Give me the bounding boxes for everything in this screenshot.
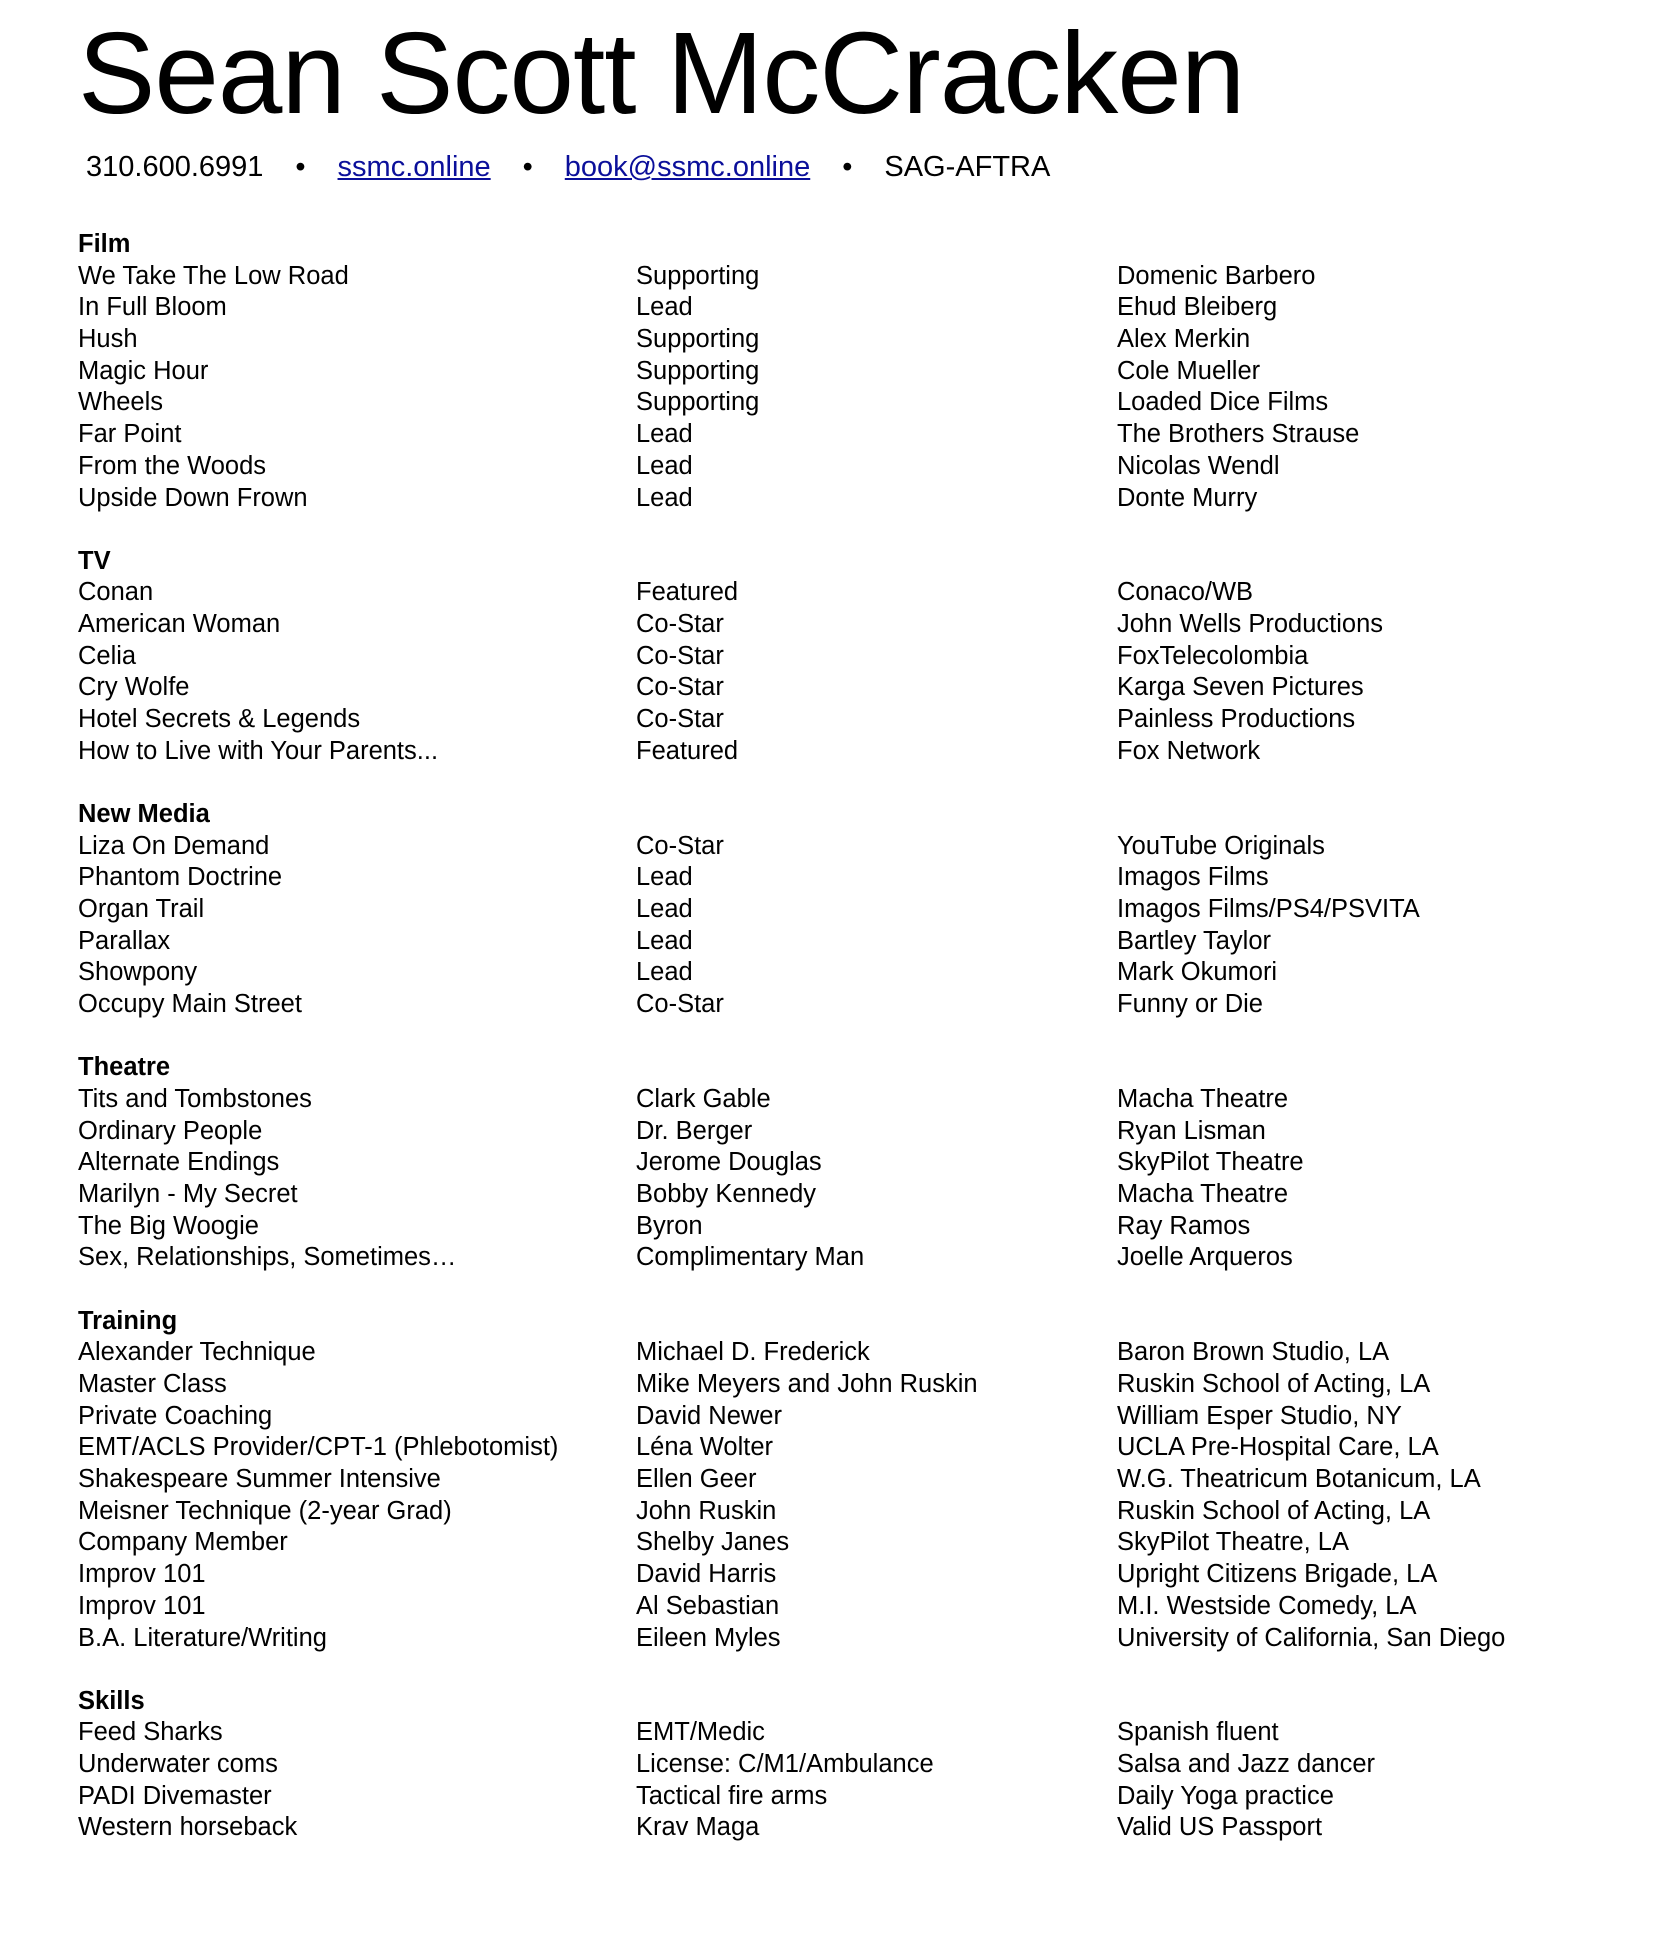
- credit-role: License: C/M1/Ambulance: [636, 1750, 934, 1779]
- credit-company: Cole Mueller: [1117, 356, 1261, 385]
- credit-title: We Take The Low Road: [78, 261, 349, 290]
- credit-row: [78, 1749, 1638, 1781]
- credit-title: Upside Down Frown: [78, 483, 308, 512]
- credit-row: [78, 1179, 1638, 1211]
- credit-row: [78, 1432, 1638, 1464]
- credit-company: Bartley Taylor: [1117, 926, 1272, 955]
- credit-title: Conan: [78, 578, 154, 607]
- credit-row: [78, 292, 1638, 324]
- credit-company: SkyPilot Theatre: [1117, 1148, 1304, 1177]
- credit-title: Improv 101: [78, 1560, 206, 1589]
- credit-row: [78, 831, 1638, 863]
- credit-row: [78, 736, 1638, 768]
- credit-company: Spanish fluent: [1117, 1718, 1279, 1747]
- credit-row: [78, 1242, 1638, 1274]
- credit-role: Lead: [636, 895, 693, 924]
- contact-line: [86, 153, 1638, 189]
- credit-role: Co-Star: [636, 705, 724, 734]
- credit-role: David Harris: [636, 1560, 777, 1589]
- credit-role: Ellen Geer: [636, 1465, 757, 1494]
- credit-role: Featured: [636, 736, 739, 765]
- credit-company: Donte Murry: [1117, 483, 1258, 512]
- credit-role: Krav Maga: [636, 1813, 760, 1842]
- credit-row: [78, 1623, 1638, 1655]
- credit-role: Mike Meyers and John Ruskin: [636, 1370, 978, 1398]
- credit-row: [78, 926, 1638, 958]
- credit-role: Jerome Douglas: [636, 1148, 822, 1177]
- credit-role: Supporting: [636, 356, 760, 385]
- credit-role: Supporting: [636, 325, 760, 354]
- credit-company: Loaded Dice Films: [1117, 388, 1329, 417]
- credit-title: Showpony: [78, 958, 198, 987]
- credit-company: University of California, San Diego: [1117, 1623, 1506, 1652]
- credit-role: Complimentary Man: [636, 1243, 865, 1272]
- credit-role: Featured: [636, 578, 739, 607]
- credit-row: [78, 957, 1638, 989]
- credit-title: Private Coaching: [78, 1401, 273, 1430]
- credit-company: Ruskin School of Acting, LA: [1117, 1370, 1431, 1398]
- credit-row: [78, 356, 1638, 388]
- credit-row: [78, 1812, 1638, 1844]
- credit-title: Improv 101: [78, 1591, 206, 1620]
- credit-row: [78, 862, 1638, 894]
- credit-row: [78, 1084, 1638, 1116]
- credit-company: Mark Okumori: [1117, 958, 1278, 987]
- credit-row: [78, 1116, 1638, 1148]
- credit-title: B.A. Literature/Writing: [78, 1623, 327, 1652]
- credit-row: [78, 387, 1638, 419]
- credit-role: Shelby Janes: [636, 1528, 790, 1557]
- section-title: Skills: [78, 1686, 145, 1715]
- credit-company: Domenic Barbero: [1117, 261, 1316, 290]
- resume-page: [78, 0, 1638, 1876]
- credit-company: Alex Merkin: [1117, 325, 1251, 354]
- credit-row: [78, 483, 1638, 515]
- credit-role: John Ruskin: [636, 1496, 777, 1525]
- credit-title: Hotel Secrets & Legends: [78, 705, 361, 734]
- credit-company: Salsa and Jazz dancer: [1117, 1750, 1375, 1779]
- credit-title: Phantom Doctrine: [78, 863, 283, 892]
- credit-row: [78, 324, 1638, 356]
- credit-title: Master Class: [78, 1370, 227, 1398]
- credit-company: UCLA Pre-Hospital Care, LA: [1117, 1433, 1439, 1462]
- credit-role: Tactical fire arms: [636, 1781, 828, 1810]
- credit-title: Ordinary People: [78, 1116, 263, 1145]
- section-film: [78, 229, 1638, 514]
- credit-role: Al Sebastian: [636, 1591, 780, 1620]
- credit-company: Upright Citizens Brigade, LA: [1117, 1560, 1438, 1589]
- credit-title: Shakespeare Summer Intensive: [78, 1465, 441, 1494]
- credit-title: Feed Sharks: [78, 1718, 223, 1747]
- union-affiliation: SAG-AFTRA: [884, 151, 1051, 183]
- credit-company: Nicolas Wendl: [1117, 451, 1280, 480]
- credit-role: Co-Star: [636, 831, 724, 860]
- credit-title: Alexander Technique: [78, 1338, 316, 1367]
- credit-company: John Wells Productions: [1117, 610, 1383, 639]
- credit-company: Baron Brown Studio, LA: [1117, 1338, 1390, 1367]
- credit-title: Far Point: [78, 420, 182, 449]
- credit-title: Tits and Tombstones: [78, 1085, 312, 1113]
- credit-row: [78, 1401, 1638, 1433]
- credit-title: Western horseback: [78, 1813, 298, 1842]
- credit-company: Fox Network: [1117, 736, 1261, 765]
- credit-company: Karga Seven Pictures: [1117, 673, 1364, 702]
- credit-title: From the Woods: [78, 451, 267, 480]
- credit-title: Occupy Main Street: [78, 990, 302, 1019]
- actor-name: Sean Scott McCracken: [78, 8, 1245, 138]
- credit-title: Marilyn - My Secret: [78, 1180, 298, 1209]
- credit-title: PADI Divemaster: [78, 1781, 272, 1810]
- credit-row: [78, 1147, 1638, 1179]
- credit-title: Liza On Demand: [78, 831, 270, 860]
- credit-role: Dr. Berger: [636, 1116, 753, 1145]
- section-training: [78, 1306, 1638, 1655]
- credit-company: Macha Theatre: [1117, 1085, 1289, 1113]
- credit-row: [78, 261, 1638, 293]
- credit-role: Co-Star: [636, 990, 724, 1019]
- credit-company: Daily Yoga practice: [1117, 1781, 1334, 1810]
- credit-role: Co-Star: [636, 610, 724, 639]
- credit-company: M.I. Westside Comedy, LA: [1117, 1591, 1417, 1620]
- credit-row: [78, 1781, 1638, 1813]
- credit-title: Cry Wolfe: [78, 673, 190, 702]
- credit-row: [78, 894, 1638, 926]
- credit-company: Painless Productions: [1117, 705, 1356, 734]
- credit-title: Company Member: [78, 1528, 288, 1557]
- credit-company: Imagos Films: [1117, 863, 1269, 892]
- credit-title: Hush: [78, 325, 138, 354]
- resume-sections: [78, 229, 1638, 1844]
- credit-title: Magic Hour: [78, 356, 209, 385]
- credit-row: [78, 609, 1638, 641]
- credit-title: Celia: [78, 641, 137, 670]
- credit-company: Macha Theatre: [1117, 1180, 1289, 1209]
- credit-row: [78, 1211, 1638, 1243]
- phone-number: 310.600.6991: [86, 151, 264, 183]
- credit-title: Parallax: [78, 926, 171, 955]
- credit-row: [78, 577, 1638, 609]
- credit-role: Byron: [636, 1211, 703, 1240]
- credit-row: [78, 1717, 1638, 1749]
- section-new-media: [78, 799, 1638, 1021]
- credit-company: Conaco/WB: [1117, 578, 1254, 607]
- credit-title: Alternate Endings: [78, 1148, 280, 1177]
- website-link[interactable]: ssmc.online: [337, 151, 491, 183]
- credit-role: Bobby Kennedy: [636, 1180, 817, 1209]
- credit-company: William Esper Studio, NY: [1117, 1401, 1402, 1430]
- credit-role: Lead: [636, 293, 693, 322]
- credit-company: W.G. Theatricum Botanicum, LA: [1117, 1465, 1481, 1494]
- credit-company: Valid US Passport: [1117, 1813, 1323, 1842]
- credit-company: Joelle Arqueros: [1117, 1243, 1293, 1272]
- credit-role: Lead: [636, 863, 693, 892]
- bullet-separator: •: [842, 151, 853, 183]
- credit-row: [78, 1464, 1638, 1496]
- credit-role: Lead: [636, 451, 693, 480]
- section-title: TV: [78, 546, 111, 575]
- credit-company: FoxTelecolombia: [1117, 641, 1309, 670]
- section-title: Training: [78, 1306, 178, 1335]
- credit-role: Eileen Myles: [636, 1623, 781, 1652]
- credit-role: Lead: [636, 958, 693, 987]
- credit-title: The Big Woogie: [78, 1211, 259, 1240]
- credit-role: Léna Wolter: [636, 1433, 774, 1462]
- credit-company: Imagos Films/PS4/PSVITA: [1117, 895, 1420, 924]
- section-theatre: [78, 1052, 1638, 1274]
- email-link[interactable]: book@ssmc.online: [564, 151, 811, 183]
- section-title: Film: [78, 230, 131, 258]
- credit-role: David Newer: [636, 1401, 782, 1430]
- credit-company: Ray Ramos: [1117, 1211, 1251, 1240]
- credit-company: SkyPilot Theatre, LA: [1117, 1528, 1349, 1557]
- credit-title: Underwater coms: [78, 1750, 278, 1779]
- credit-role: Co-Star: [636, 673, 724, 702]
- section-title: New Media: [78, 800, 210, 828]
- credit-role: Clark Gable: [636, 1085, 771, 1113]
- bullet-separator: •: [522, 151, 533, 183]
- credit-row: [78, 641, 1638, 673]
- credit-row: [78, 989, 1638, 1021]
- credit-role: Supporting: [636, 388, 760, 417]
- credit-row: [78, 451, 1638, 483]
- credit-title: American Woman: [78, 610, 281, 639]
- section-skills: [78, 1686, 1638, 1844]
- credit-row: [78, 1496, 1638, 1528]
- section-tv: [78, 546, 1638, 768]
- credit-title: How to Live with Your Parents...: [78, 736, 439, 765]
- credit-company: Ryan Lisman: [1117, 1116, 1266, 1145]
- credit-title: EMT/ACLS Provider/CPT-1 (Phlebotomist): [78, 1433, 559, 1462]
- credit-title: In Full Bloom: [78, 293, 227, 322]
- credit-role: Supporting: [636, 261, 760, 290]
- credit-row: [78, 1527, 1638, 1559]
- credit-row: [78, 1559, 1638, 1591]
- credit-title: Sex, Relationships, Sometimes…: [78, 1243, 457, 1272]
- credit-company: The Brothers Strause: [1117, 420, 1360, 449]
- credit-role: EMT/Medic: [636, 1718, 765, 1747]
- credit-role: Michael D. Frederick: [636, 1338, 870, 1367]
- credit-role: Lead: [636, 926, 693, 955]
- credit-row: [78, 1337, 1638, 1369]
- credit-title: Meisner Technique (2-year Grad): [78, 1496, 452, 1525]
- credit-title: Organ Trail: [78, 895, 205, 924]
- section-title: Theatre: [78, 1053, 171, 1082]
- credit-row: [78, 672, 1638, 704]
- credit-row: [78, 1369, 1638, 1401]
- credit-role: Lead: [636, 420, 693, 449]
- credit-role: Lead: [636, 483, 693, 512]
- credit-row: [78, 704, 1638, 736]
- credit-title: Wheels: [78, 388, 164, 417]
- credit-row: [78, 1591, 1638, 1623]
- credit-company: YouTube Originals: [1117, 831, 1325, 860]
- credit-company: Ehud Bleiberg: [1117, 293, 1278, 322]
- credit-company: Funny or Die: [1117, 990, 1263, 1019]
- credit-row: [78, 419, 1638, 451]
- credit-company: Ruskin School of Acting, LA: [1117, 1496, 1431, 1525]
- credit-role: Co-Star: [636, 641, 724, 670]
- bullet-separator: •: [295, 151, 306, 183]
